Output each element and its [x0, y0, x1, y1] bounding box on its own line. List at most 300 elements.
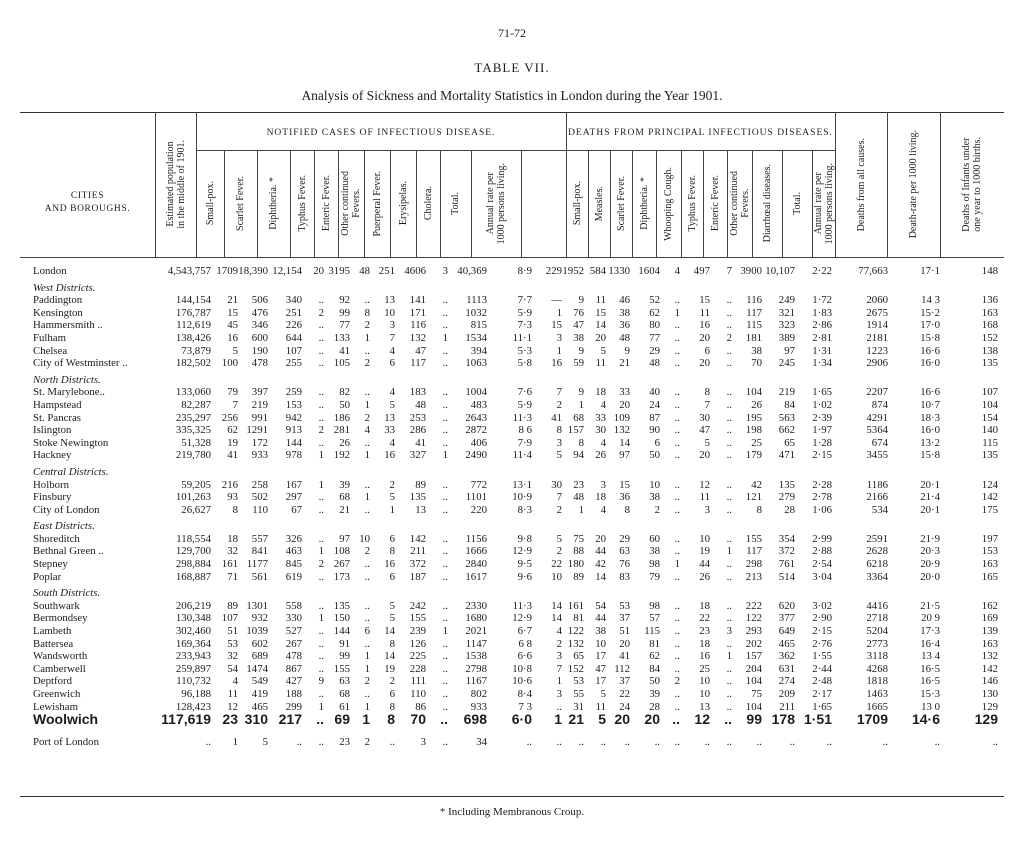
table-cell: 2207 — [866, 386, 888, 399]
table-cell: 16 — [384, 558, 395, 571]
table-cell: 108 — [333, 545, 350, 558]
table-cell: 5 — [704, 436, 710, 449]
table-cell: .. — [726, 306, 732, 319]
table-cell: 12 — [694, 711, 710, 728]
table-cell: 2 — [364, 357, 370, 370]
table-cell: .. — [389, 736, 395, 749]
table-cell: 88 — [573, 545, 584, 558]
table-row — [20, 504, 1004, 517]
table-cell: 12 — [227, 700, 238, 713]
table-cell: 1101 — [465, 491, 487, 504]
table-cell: 11 — [699, 491, 710, 504]
table-cell: 557 — [251, 532, 268, 545]
table-cell: 772 — [470, 478, 487, 491]
table-cell: 20 — [595, 331, 606, 344]
table-cell: .. — [442, 688, 448, 700]
table-cell: 98 — [649, 599, 660, 612]
table-cell: 16·0 — [920, 424, 940, 437]
table-cell: 394 — [470, 344, 487, 357]
deaths-col-header-label: Annual rate per 1000 persons living. — [812, 162, 835, 245]
table-cell: 5·9 — [517, 306, 532, 319]
table-cell: 1 — [232, 736, 238, 749]
table-cell: 2 — [389, 675, 395, 688]
table-cell: 86 — [415, 700, 426, 713]
table-cell: 110 — [252, 503, 268, 516]
table-cell: 1 — [556, 344, 562, 357]
table-cell: 98 — [649, 558, 660, 571]
table-cell: 172 — [251, 436, 268, 449]
table-cell: 16 — [551, 357, 562, 370]
table-cell: 82,287 — [181, 398, 211, 411]
table-cell: 2773 — [866, 637, 888, 650]
table-cell: .. — [442, 650, 448, 663]
table-cell: 2 — [364, 675, 370, 688]
table-cell: 48 — [359, 265, 370, 277]
table-cell: 2 — [556, 545, 562, 558]
table-cell: 14 — [595, 570, 606, 583]
table-cell: .. — [654, 736, 660, 749]
table-cell: 1039 — [246, 625, 268, 638]
table-cell: 228 — [409, 662, 426, 675]
table-cell: 11 — [227, 688, 238, 700]
table-cell: 942 — [285, 411, 302, 424]
deaths-col-header-label: Typhus Fever. — [686, 175, 698, 232]
row-label: Finsbury — [33, 491, 72, 504]
table-cell: 79 — [227, 386, 238, 399]
table-cell: 24 — [649, 398, 660, 411]
table-cell: 26 — [339, 436, 350, 449]
table-cell: 109 — [613, 411, 630, 424]
table-cell: 4606 — [404, 265, 426, 277]
table-cell: 5 — [556, 449, 562, 462]
table-cell: 235,297 — [175, 411, 211, 424]
table-cell: 933 — [251, 449, 268, 462]
table-cell: 1709 — [856, 711, 888, 728]
table-cell: 1·65 — [812, 700, 832, 713]
table-cell: 10,107 — [765, 265, 795, 277]
table-cell: 761 — [778, 558, 795, 571]
table-cell: 258 — [251, 478, 268, 491]
table-cell: 662 — [778, 424, 795, 437]
table-cell: 81 — [649, 637, 660, 650]
table-cell: 1·51 — [803, 711, 832, 728]
table-cell: 139 — [981, 625, 998, 638]
table-cell: 4 — [232, 675, 238, 688]
table-cell: 602 — [251, 637, 268, 650]
table-cell: 226 — [285, 319, 302, 332]
table-cell: 1·72 — [812, 294, 832, 307]
table-row — [20, 412, 1004, 425]
table-cell: 15 — [551, 319, 562, 332]
table-cell: 15 — [595, 306, 606, 319]
table-cell: 5364 — [866, 424, 888, 437]
table-cell: .. — [674, 344, 680, 357]
table-cell: 10·9 — [512, 491, 532, 504]
table-cell: 2021 — [465, 625, 487, 638]
table-cell: 25 — [699, 662, 710, 675]
table-cell: 17·0 — [920, 319, 940, 332]
table-cell: 1113 — [466, 294, 487, 307]
table-cell: 61 — [339, 700, 350, 713]
table-cell: 1617 — [465, 570, 487, 583]
table-cell: 16 — [699, 319, 710, 332]
table-cell: 15 — [227, 306, 238, 319]
table-cell: 188 — [285, 688, 302, 700]
table-cell: 53 — [227, 637, 238, 650]
table-cell: .. — [674, 491, 680, 504]
table-cell: 20 — [313, 265, 324, 277]
row-label: Holborn — [33, 478, 69, 491]
table-cell: 463 — [285, 545, 302, 558]
table-cell: 40 — [649, 386, 660, 399]
cities-header — [20, 190, 155, 216]
table-row — [20, 386, 1004, 399]
table-cell: 67 — [291, 503, 302, 516]
table-cell: 163 — [981, 637, 998, 650]
row-label: Shoreditch — [33, 532, 80, 545]
table-cell: 68 — [339, 688, 350, 700]
table-cell: 62 — [649, 650, 660, 663]
row-label: Greenwich — [33, 688, 81, 700]
table-cell: 219 — [251, 398, 268, 411]
deaths-col-header — [566, 150, 588, 257]
table-cell: 3 — [420, 736, 426, 749]
table-cell: 42 — [751, 478, 762, 491]
table-cell: 1 — [726, 650, 732, 663]
table-cell: 913 — [285, 424, 302, 437]
row-label: Chelsea — [33, 344, 68, 357]
table-cell: 2 — [318, 424, 324, 437]
table-cell: 251 — [378, 265, 395, 277]
notified-col-header-label: Erysipelas. — [397, 181, 409, 226]
table-cell: 2·54 — [812, 558, 832, 571]
table-cell: 3118 — [866, 650, 888, 663]
table-cell: 10·7 — [920, 398, 940, 411]
table-cell: 2·39 — [812, 411, 832, 424]
notified-col-header — [290, 150, 314, 257]
table-cell: .. — [674, 625, 680, 638]
table-cell: 298,884 — [175, 558, 211, 571]
table-row — [20, 437, 1004, 450]
table-cell: 1 — [442, 449, 448, 462]
table-cell: 168,887 — [175, 570, 211, 583]
table-cell: .. — [674, 319, 680, 332]
table-cell: .. — [318, 436, 324, 449]
table-cell: 71 — [227, 570, 238, 583]
population-header — [155, 112, 196, 257]
table-cell: .. — [318, 331, 324, 344]
table-cell: 135 — [409, 491, 426, 504]
table-cell: 11·4 — [512, 449, 532, 462]
table-cell: .. — [600, 736, 606, 749]
table-cell: 340 — [285, 294, 302, 307]
cities-header-line: AND BOROUGHS. — [44, 204, 131, 214]
table-cell: 259 — [285, 386, 302, 399]
table-title: TABLE VII. — [474, 60, 550, 75]
table-cell: 110 — [410, 688, 426, 700]
table-cell: 8 — [704, 386, 710, 399]
table-cell: 192 — [333, 449, 350, 462]
table-cell: 2 — [364, 319, 370, 332]
table-row — [20, 319, 1004, 332]
table-cell: 15·8 — [920, 331, 940, 344]
table-cell: 34 — [476, 736, 487, 749]
table-cell: .. — [726, 386, 732, 399]
page-number: 71-72 — [498, 26, 526, 40]
table-cell: 47 — [699, 424, 710, 437]
table-cell: 8·3 — [517, 503, 532, 516]
table-cell: .. — [826, 736, 832, 749]
table-cell: 15·8 — [920, 449, 940, 462]
table-cell: 2628 — [866, 545, 888, 558]
table-cell: .. — [442, 436, 448, 449]
table-cell: .. — [442, 386, 448, 399]
row-label: Deptford — [33, 675, 72, 688]
table-cell: 3 — [442, 265, 448, 277]
table-cell: .. — [726, 319, 732, 332]
table-cell: 2906 — [866, 357, 888, 370]
table-cell: 1952 — [562, 265, 584, 277]
table-cell: 242 — [409, 599, 426, 612]
table-cell: 1·34 — [812, 357, 832, 370]
table-cell: 48 — [415, 398, 426, 411]
table-cell: 13 4 — [921, 650, 940, 663]
table-cell: 1156 — [465, 532, 487, 545]
table-cell: 1666 — [465, 545, 487, 558]
table-cell: 122 — [745, 612, 762, 625]
cities-header-line: CITIES — [70, 191, 105, 201]
table-cell: — — [551, 294, 562, 307]
table-cell: 10 — [595, 637, 606, 650]
table-cell: .. — [674, 331, 680, 344]
table-cell: 41 — [619, 650, 630, 663]
section-heading-label: North Districts. — [33, 373, 101, 386]
table-cell: 1 — [726, 545, 732, 558]
table-cell: 180 — [567, 558, 584, 571]
table-cell: 118,554 — [176, 532, 211, 545]
table-cell: 9 — [578, 344, 584, 357]
table-cell: 169,364 — [175, 637, 211, 650]
table-cell: 978 — [285, 449, 302, 462]
notified-col-header — [440, 150, 471, 257]
header-rule — [20, 257, 1004, 258]
table-body — [20, 265, 1004, 749]
table-cell: 1665 — [866, 700, 888, 713]
table-cell: 4 — [600, 436, 606, 449]
table-cell: 7·7 — [517, 294, 532, 307]
table-cell: 19 — [227, 436, 238, 449]
table-cell: 19 — [699, 545, 710, 558]
table-cell: 2872 — [465, 424, 487, 437]
table-cell: 117 — [746, 545, 762, 558]
table-row — [20, 357, 1004, 370]
table-cell: 219 — [778, 386, 795, 399]
table-cell: 132 — [409, 331, 426, 344]
table-cell: 1 — [362, 711, 370, 728]
table-cell: 6·6 — [517, 650, 532, 663]
table-cell: 60 — [649, 532, 660, 545]
table-cell: 1 — [556, 306, 562, 319]
table-cell: 38 — [751, 344, 762, 357]
table-cell: .. — [578, 736, 584, 749]
table-cell: .. — [442, 558, 448, 571]
table-cell: 4416 — [866, 599, 888, 612]
table-cell: .. — [318, 736, 324, 749]
table-cell: 5 — [232, 344, 238, 357]
table-cell: 104 — [745, 700, 762, 713]
table-cell: 1·97 — [812, 424, 832, 437]
table-cell: 932 — [251, 612, 268, 625]
table-cell: 107 — [221, 612, 238, 625]
table-cell: 2 — [364, 411, 370, 424]
table-cell: 10 — [699, 675, 710, 688]
table-cell: 1 — [364, 650, 370, 663]
table-cell: 298 — [745, 558, 762, 571]
table-cell: 115 — [746, 319, 762, 332]
table-cell: 1330 — [608, 265, 630, 277]
table-cell: 211 — [779, 700, 795, 713]
table-cell: 2·90 — [812, 612, 832, 625]
table-cell: 138 — [981, 344, 998, 357]
table-cell: 65 — [573, 650, 584, 663]
table-cell: 3 — [726, 625, 732, 638]
table-cell: 87 — [649, 411, 660, 424]
table-cell: 52 — [649, 294, 660, 307]
table-cell: 16 — [227, 331, 238, 344]
deaths-all-causes-header — [835, 112, 887, 257]
table-cell: 20·1 — [920, 478, 940, 491]
table-cell: 18 — [595, 386, 606, 399]
table-cell: .. — [442, 637, 448, 650]
table-cell: 77 — [339, 319, 350, 332]
table-cell: 2 — [389, 478, 395, 491]
table-cell: 90 — [649, 424, 660, 437]
table-cell: 97 — [339, 532, 350, 545]
table-cell: .. — [704, 736, 710, 749]
table-cell: 5 — [600, 688, 606, 700]
table-cell: 293 — [745, 625, 762, 638]
table-cell: 4 — [674, 265, 680, 277]
table-cell: 167 — [285, 478, 302, 491]
table-cell: 73,879 — [181, 344, 211, 357]
table-cell: 26 — [751, 398, 762, 411]
section-heading-label: East Districts. — [33, 520, 95, 533]
table-cell: 53 — [573, 675, 584, 688]
table-cell: 173 — [333, 570, 350, 583]
table-cell: 129 — [981, 700, 998, 713]
table-cell: 3 — [556, 688, 562, 700]
table-cell: 251 — [285, 306, 302, 319]
table-cell: 631 — [778, 662, 795, 675]
table-cell: 2675 — [866, 306, 888, 319]
table-cell: 3·02 — [812, 599, 832, 612]
table-cell: 5 — [262, 736, 268, 749]
table-cell: 81 — [573, 612, 584, 625]
table-cell: 154 — [981, 411, 998, 424]
table-cell: 1 — [389, 503, 395, 516]
table-row — [20, 650, 1004, 663]
death-rate-header-label: Death-rate per 1000 living. — [908, 130, 919, 239]
table-cell: 75 — [573, 532, 584, 545]
table-cell: .. — [726, 344, 732, 357]
table-cell: 107 — [981, 386, 998, 399]
table-cell: .. — [318, 532, 324, 545]
table-cell: .. — [442, 599, 448, 612]
table-cell: 4268 — [866, 662, 888, 675]
table-cell: 427 — [285, 675, 302, 688]
table-cell: 80 — [649, 319, 660, 332]
table-cell: 5 — [389, 612, 395, 625]
row-label: Hackney — [33, 449, 72, 462]
table-cell: 104 — [745, 675, 762, 688]
table-cell: 116 — [746, 294, 762, 307]
table-cell: 42 — [595, 558, 606, 571]
table-cell: 152 — [981, 331, 998, 344]
table-cell: 11 — [595, 357, 606, 370]
table-cell: 7 — [726, 265, 732, 277]
table-cell: 202 — [745, 637, 762, 650]
deaths-col-header-label: Other continued Fevers. — [728, 171, 751, 236]
table-cell: 1 — [578, 503, 584, 516]
table-cell: 39 — [649, 688, 660, 700]
table-cell: 135 — [778, 478, 795, 491]
table-cell: 1818 — [866, 675, 888, 688]
table-cell: 1 — [318, 700, 324, 713]
table-cell: 2·28 — [812, 478, 832, 491]
notified-col-header — [257, 150, 290, 257]
table-cell: 649 — [778, 625, 795, 638]
table-cell: 7 — [704, 398, 710, 411]
table-cell: 5·8 — [517, 357, 532, 370]
table-cell: 16·5 — [920, 675, 940, 688]
table-cell: .. — [442, 545, 448, 558]
table-cell: 1·02 — [812, 398, 832, 411]
table-cell: 14 — [551, 599, 562, 612]
table-cell: .. — [726, 436, 732, 449]
table-cell: 115 — [982, 436, 998, 449]
table-cell: .. — [674, 736, 680, 749]
row-label: Kensington — [33, 306, 83, 319]
table-cell: 183 — [409, 386, 426, 399]
table-cell: 1538 — [465, 650, 487, 663]
table-cell: 502 — [251, 491, 268, 504]
table-cell: 219,780 — [175, 449, 211, 462]
table-cell: 150 — [333, 612, 350, 625]
table-cell: 104 — [981, 398, 998, 411]
table-cell: 76 — [619, 558, 630, 571]
row-label: Bermondsey — [33, 612, 88, 625]
table-cell: 419 — [251, 688, 268, 700]
table-cell: 253 — [409, 411, 426, 424]
section-heading — [20, 466, 1004, 479]
table-cell: .. — [440, 711, 448, 728]
table-cell: 330 — [285, 612, 302, 625]
table-cell: 698 — [463, 711, 487, 728]
table-cell: 48 — [649, 357, 660, 370]
table-row — [20, 399, 1004, 412]
table-cell: 497 — [693, 265, 710, 277]
table-cell: .. — [364, 386, 370, 399]
table-cell: 4 — [389, 386, 395, 399]
table-cell: 8 — [389, 637, 395, 650]
table-cell: .. — [556, 700, 562, 713]
table-cell: 8 — [387, 711, 395, 728]
table-cell: 3195 — [328, 265, 350, 277]
table-cell: 198 — [745, 424, 762, 437]
table-row — [20, 449, 1004, 462]
table-cell: 157 — [567, 424, 584, 437]
table-cell: .. — [442, 662, 448, 675]
